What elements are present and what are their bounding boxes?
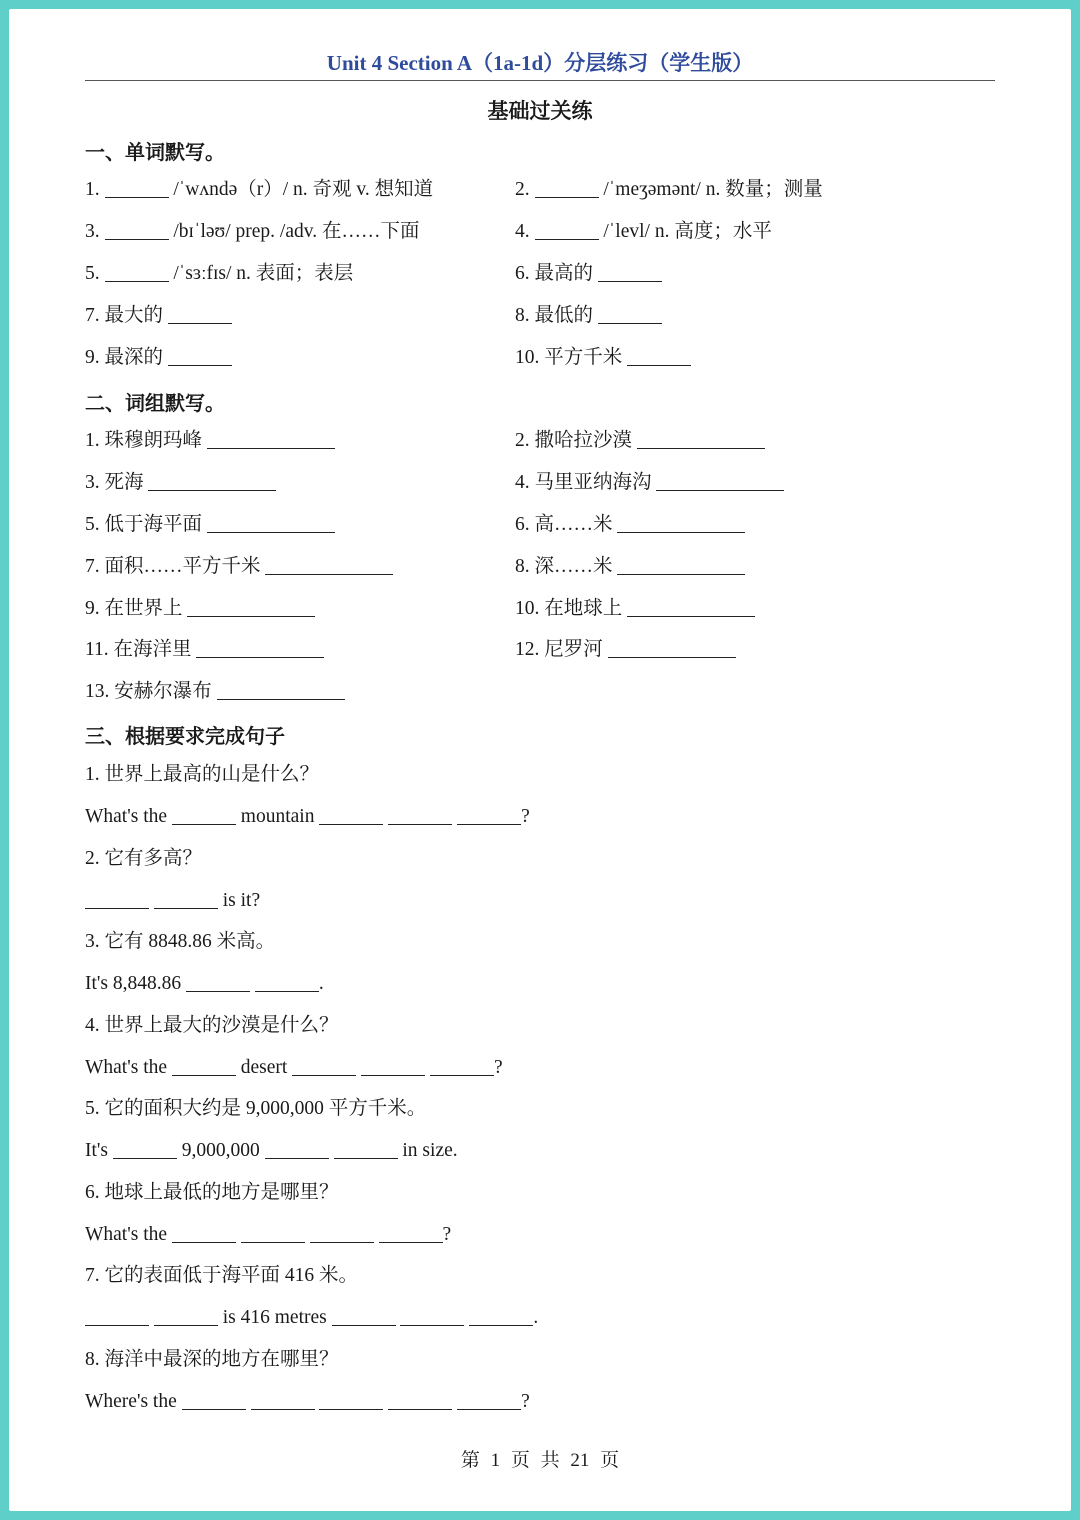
sentence-english: ? bbox=[521, 1390, 530, 1412]
item-number: 7. bbox=[85, 556, 105, 577]
item-number: 1. bbox=[85, 179, 105, 200]
answer-blank[interactable] bbox=[656, 472, 784, 491]
phrase-item bbox=[85, 554, 393, 580]
answer-blank[interactable] bbox=[334, 1140, 398, 1159]
item-number: 8. bbox=[515, 556, 535, 577]
page-footer: 第 1 页 共 21 页 bbox=[460, 1450, 620, 1471]
item-chinese: 面积……平方千米 bbox=[104, 556, 266, 577]
answer-blank[interactable] bbox=[251, 1391, 315, 1410]
phrase-item bbox=[515, 470, 784, 496]
answer-blank[interactable] bbox=[154, 890, 218, 909]
sentence-english: . bbox=[318, 973, 324, 994]
item-chinese: 最深的 bbox=[104, 347, 168, 368]
word-item bbox=[85, 345, 232, 371]
answer-blank[interactable] bbox=[535, 179, 599, 198]
answer-blank[interactable] bbox=[207, 430, 335, 449]
header-title: Unit 4 Section A（1a-1d）分层练习（学生版） bbox=[326, 51, 754, 75]
item-number: 7. bbox=[85, 305, 105, 326]
item-number: 7. bbox=[85, 1265, 105, 1286]
answer-blank[interactable] bbox=[255, 973, 319, 992]
answer-blank[interactable] bbox=[627, 598, 755, 617]
item-chinese: 低于海平面 bbox=[104, 514, 207, 535]
phrase-item bbox=[515, 637, 736, 663]
answer-blank[interactable] bbox=[172, 1057, 236, 1076]
answer-blank[interactable] bbox=[598, 263, 662, 282]
answer-blank[interactable] bbox=[535, 221, 599, 240]
sentence-answer-line bbox=[85, 1389, 530, 1415]
item-phonetic-definition: /ˈmeʒəmənt/ n. 数量；测量 bbox=[598, 179, 823, 200]
sentence-answer-line bbox=[85, 971, 324, 997]
sentence-english: It's bbox=[85, 1140, 113, 1161]
answer-blank[interactable] bbox=[217, 681, 345, 700]
phrase-item bbox=[85, 428, 335, 454]
sentence-prompt bbox=[85, 1263, 358, 1289]
sentence-english: mountain bbox=[235, 806, 320, 827]
sentence-chinese: 它有 8848.86 米高。 bbox=[104, 931, 276, 952]
phrase-item bbox=[85, 512, 335, 538]
answer-blank[interactable] bbox=[332, 1307, 396, 1326]
sentence-answer-line bbox=[85, 1138, 458, 1164]
item-number: 4. bbox=[515, 221, 535, 242]
item-number: 1. bbox=[85, 430, 105, 451]
answer-blank[interactable] bbox=[196, 639, 324, 658]
item-chinese: 在世界上 bbox=[104, 598, 188, 619]
section-3-heading: 三、根据要求完成句子 bbox=[85, 726, 285, 748]
item-number: 2. bbox=[515, 430, 535, 451]
sentence-answer-line bbox=[85, 1055, 503, 1081]
sentence-chinese: 地球上最低的地方是哪里？ bbox=[104, 1181, 339, 1203]
item-phonetic-definition: /bɪˈləʊ/ prep. /adv. 在……下面 bbox=[168, 221, 420, 242]
item-number: 3. bbox=[85, 221, 105, 242]
answer-blank[interactable] bbox=[430, 1057, 494, 1076]
answer-blank[interactable] bbox=[265, 556, 393, 575]
item-number: 2. bbox=[85, 847, 105, 869]
sentence-english: 9,000,000 bbox=[176, 1140, 265, 1161]
item-number: 6. bbox=[515, 514, 535, 535]
phrase-item bbox=[85, 679, 345, 705]
item-number: 10. bbox=[515, 598, 545, 619]
sentence-chinese: 海洋中最深的地方在哪里？ bbox=[104, 1348, 339, 1370]
answer-blank[interactable] bbox=[637, 430, 765, 449]
worksheet-page bbox=[9, 9, 1071, 1511]
item-number: 9. bbox=[85, 598, 105, 619]
answer-blank[interactable] bbox=[207, 514, 335, 533]
word-item bbox=[515, 345, 691, 371]
sentence-english: in size. bbox=[397, 1140, 458, 1161]
phrase-item bbox=[515, 428, 765, 454]
answer-blank[interactable] bbox=[400, 1307, 464, 1326]
answer-blank[interactable] bbox=[241, 1224, 305, 1243]
answer-blank[interactable] bbox=[598, 305, 662, 324]
item-number: 4. bbox=[85, 1014, 105, 1036]
answer-blank[interactable] bbox=[172, 806, 236, 825]
item-number: 3. bbox=[85, 931, 105, 952]
answer-blank[interactable] bbox=[105, 263, 169, 282]
answer-blank[interactable] bbox=[617, 556, 745, 575]
sentence-english: What's the bbox=[85, 1223, 172, 1245]
sentence-chinese: 它的面积大约是 9,000,000 平方千米。 bbox=[104, 1098, 427, 1119]
sentence-prompt bbox=[85, 929, 275, 955]
sentence-english: ? bbox=[442, 1223, 452, 1245]
word-item bbox=[515, 177, 823, 203]
item-number: 4. bbox=[515, 472, 535, 493]
answer-blank[interactable] bbox=[361, 1057, 425, 1076]
answer-blank[interactable] bbox=[154, 1307, 218, 1326]
sentence-prompt bbox=[85, 1347, 339, 1373]
sentence-chinese: 世界上最大的沙漠是什么？ bbox=[104, 1014, 339, 1036]
item-number: 3. bbox=[85, 472, 105, 493]
sub-title: 基础过关练 bbox=[487, 99, 593, 123]
item-chinese: 撒哈拉沙漠 bbox=[534, 430, 637, 451]
phrase-item bbox=[515, 512, 745, 538]
item-chinese: 尼罗河 bbox=[544, 639, 608, 660]
answer-blank[interactable] bbox=[85, 890, 149, 909]
answer-blank[interactable] bbox=[388, 1391, 452, 1410]
answer-blank[interactable] bbox=[85, 1307, 149, 1326]
item-number: 12. bbox=[515, 639, 545, 660]
sentence-english: It's 8,848.86 bbox=[85, 973, 187, 994]
item-chinese: 高……米 bbox=[534, 514, 618, 535]
word-item bbox=[515, 261, 662, 287]
sentence-english: desert bbox=[235, 1056, 293, 1078]
phrase-item bbox=[85, 596, 315, 622]
word-item bbox=[515, 303, 662, 329]
word-item bbox=[85, 303, 232, 329]
answer-blank[interactable] bbox=[457, 806, 521, 825]
item-chinese: 在地球上 bbox=[544, 598, 628, 619]
item-number: 2. bbox=[515, 179, 535, 200]
item-chinese: 安赫尔瀑布 bbox=[114, 681, 217, 702]
item-chinese: 珠穆朗玛峰 bbox=[104, 430, 207, 451]
item-number: 9. bbox=[85, 347, 105, 368]
item-number: 8. bbox=[515, 305, 535, 326]
item-number: 6. bbox=[515, 263, 535, 284]
item-chinese: 马里亚纳海沟 bbox=[534, 472, 657, 493]
answer-blank[interactable] bbox=[608, 639, 736, 658]
answer-blank[interactable] bbox=[627, 347, 691, 366]
section-1-heading: 一、单词默写。 bbox=[85, 142, 225, 164]
item-number: 5. bbox=[85, 514, 105, 535]
item-number: 6. bbox=[85, 1181, 105, 1203]
sentence-chinese: 它的表面低于海平面 416 米。 bbox=[104, 1265, 359, 1286]
item-chinese: 最低的 bbox=[534, 305, 598, 326]
answer-blank[interactable] bbox=[187, 598, 315, 617]
sentence-english: ? bbox=[493, 1056, 503, 1078]
item-number: 13. bbox=[85, 681, 115, 702]
sentence-prompt bbox=[85, 846, 202, 872]
item-phonetic-definition: /ˈsɜːfɪs/ n. 表面；表层 bbox=[168, 263, 354, 284]
sentence-prompt bbox=[85, 762, 319, 788]
sentence-answer-line bbox=[85, 888, 260, 914]
header-divider bbox=[85, 80, 995, 81]
answer-blank[interactable] bbox=[105, 179, 169, 198]
item-number: 5. bbox=[85, 1098, 105, 1119]
answer-blank[interactable] bbox=[105, 221, 169, 240]
phrase-item bbox=[515, 596, 755, 622]
answer-blank[interactable] bbox=[265, 1140, 329, 1159]
answer-blank[interactable] bbox=[469, 1307, 533, 1326]
item-chinese: 最大的 bbox=[104, 305, 168, 326]
answer-blank[interactable] bbox=[168, 305, 232, 324]
item-number: 10. bbox=[515, 347, 545, 368]
answer-blank[interactable] bbox=[148, 472, 276, 491]
section-2-heading: 二、词组默写。 bbox=[85, 393, 225, 415]
answer-blank[interactable] bbox=[617, 514, 745, 533]
answer-blank[interactable] bbox=[388, 806, 452, 825]
item-number: 11. bbox=[85, 639, 114, 660]
sentence-english: Where's the bbox=[85, 1390, 182, 1412]
item-chinese: 在海洋里 bbox=[113, 639, 197, 660]
sentence-answer-line bbox=[85, 1222, 451, 1248]
sentence-chinese: 世界上最高的山是什么？ bbox=[104, 764, 320, 785]
answer-blank[interactable] bbox=[182, 1391, 246, 1410]
sentence-english: What's the bbox=[85, 1056, 172, 1078]
sentence-english: is it? bbox=[217, 889, 261, 911]
sentence-answer-line bbox=[85, 1305, 538, 1331]
word-item bbox=[515, 219, 772, 245]
sentence-english: ? bbox=[521, 806, 530, 827]
item-chinese: 平方千米 bbox=[544, 347, 628, 368]
item-chinese: 最高的 bbox=[534, 263, 598, 284]
item-phonetic-definition: /ˈlevl/ n. 高度；水平 bbox=[598, 221, 772, 242]
word-item bbox=[85, 177, 433, 203]
answer-blank[interactable] bbox=[457, 1391, 521, 1410]
item-phonetic-definition: /ˈwʌndə（r）/ n. 奇观 v. 想知道 bbox=[168, 179, 434, 200]
phrase-item bbox=[515, 554, 745, 580]
sentence-english: is 416 metres bbox=[217, 1307, 332, 1328]
sentence-prompt bbox=[85, 1096, 426, 1122]
sentence-english: What's the bbox=[85, 806, 172, 827]
answer-blank[interactable] bbox=[379, 1224, 443, 1243]
answer-blank[interactable] bbox=[292, 1057, 356, 1076]
answer-blank[interactable] bbox=[319, 1391, 383, 1410]
sentence-answer-line bbox=[85, 804, 530, 830]
item-number: 5. bbox=[85, 263, 105, 284]
phrase-item bbox=[85, 470, 276, 496]
sentence-prompt bbox=[85, 1180, 339, 1206]
answer-blank[interactable] bbox=[113, 1140, 177, 1159]
answer-blank[interactable] bbox=[310, 1224, 374, 1243]
item-chinese: 深……米 bbox=[534, 556, 618, 577]
word-item bbox=[85, 219, 419, 245]
sentence-chinese: 它有多高？ bbox=[104, 847, 203, 869]
sentence-prompt bbox=[85, 1013, 339, 1039]
answer-blank[interactable] bbox=[319, 806, 383, 825]
phrase-item bbox=[85, 637, 324, 663]
answer-blank[interactable] bbox=[172, 1224, 236, 1243]
word-item bbox=[85, 261, 353, 287]
item-number: 1. bbox=[85, 764, 105, 785]
item-chinese: 死海 bbox=[104, 472, 149, 493]
answer-blank[interactable] bbox=[186, 973, 250, 992]
item-number: 8. bbox=[85, 1348, 105, 1370]
sentence-english: . bbox=[533, 1307, 539, 1328]
answer-blank[interactable] bbox=[168, 347, 232, 366]
